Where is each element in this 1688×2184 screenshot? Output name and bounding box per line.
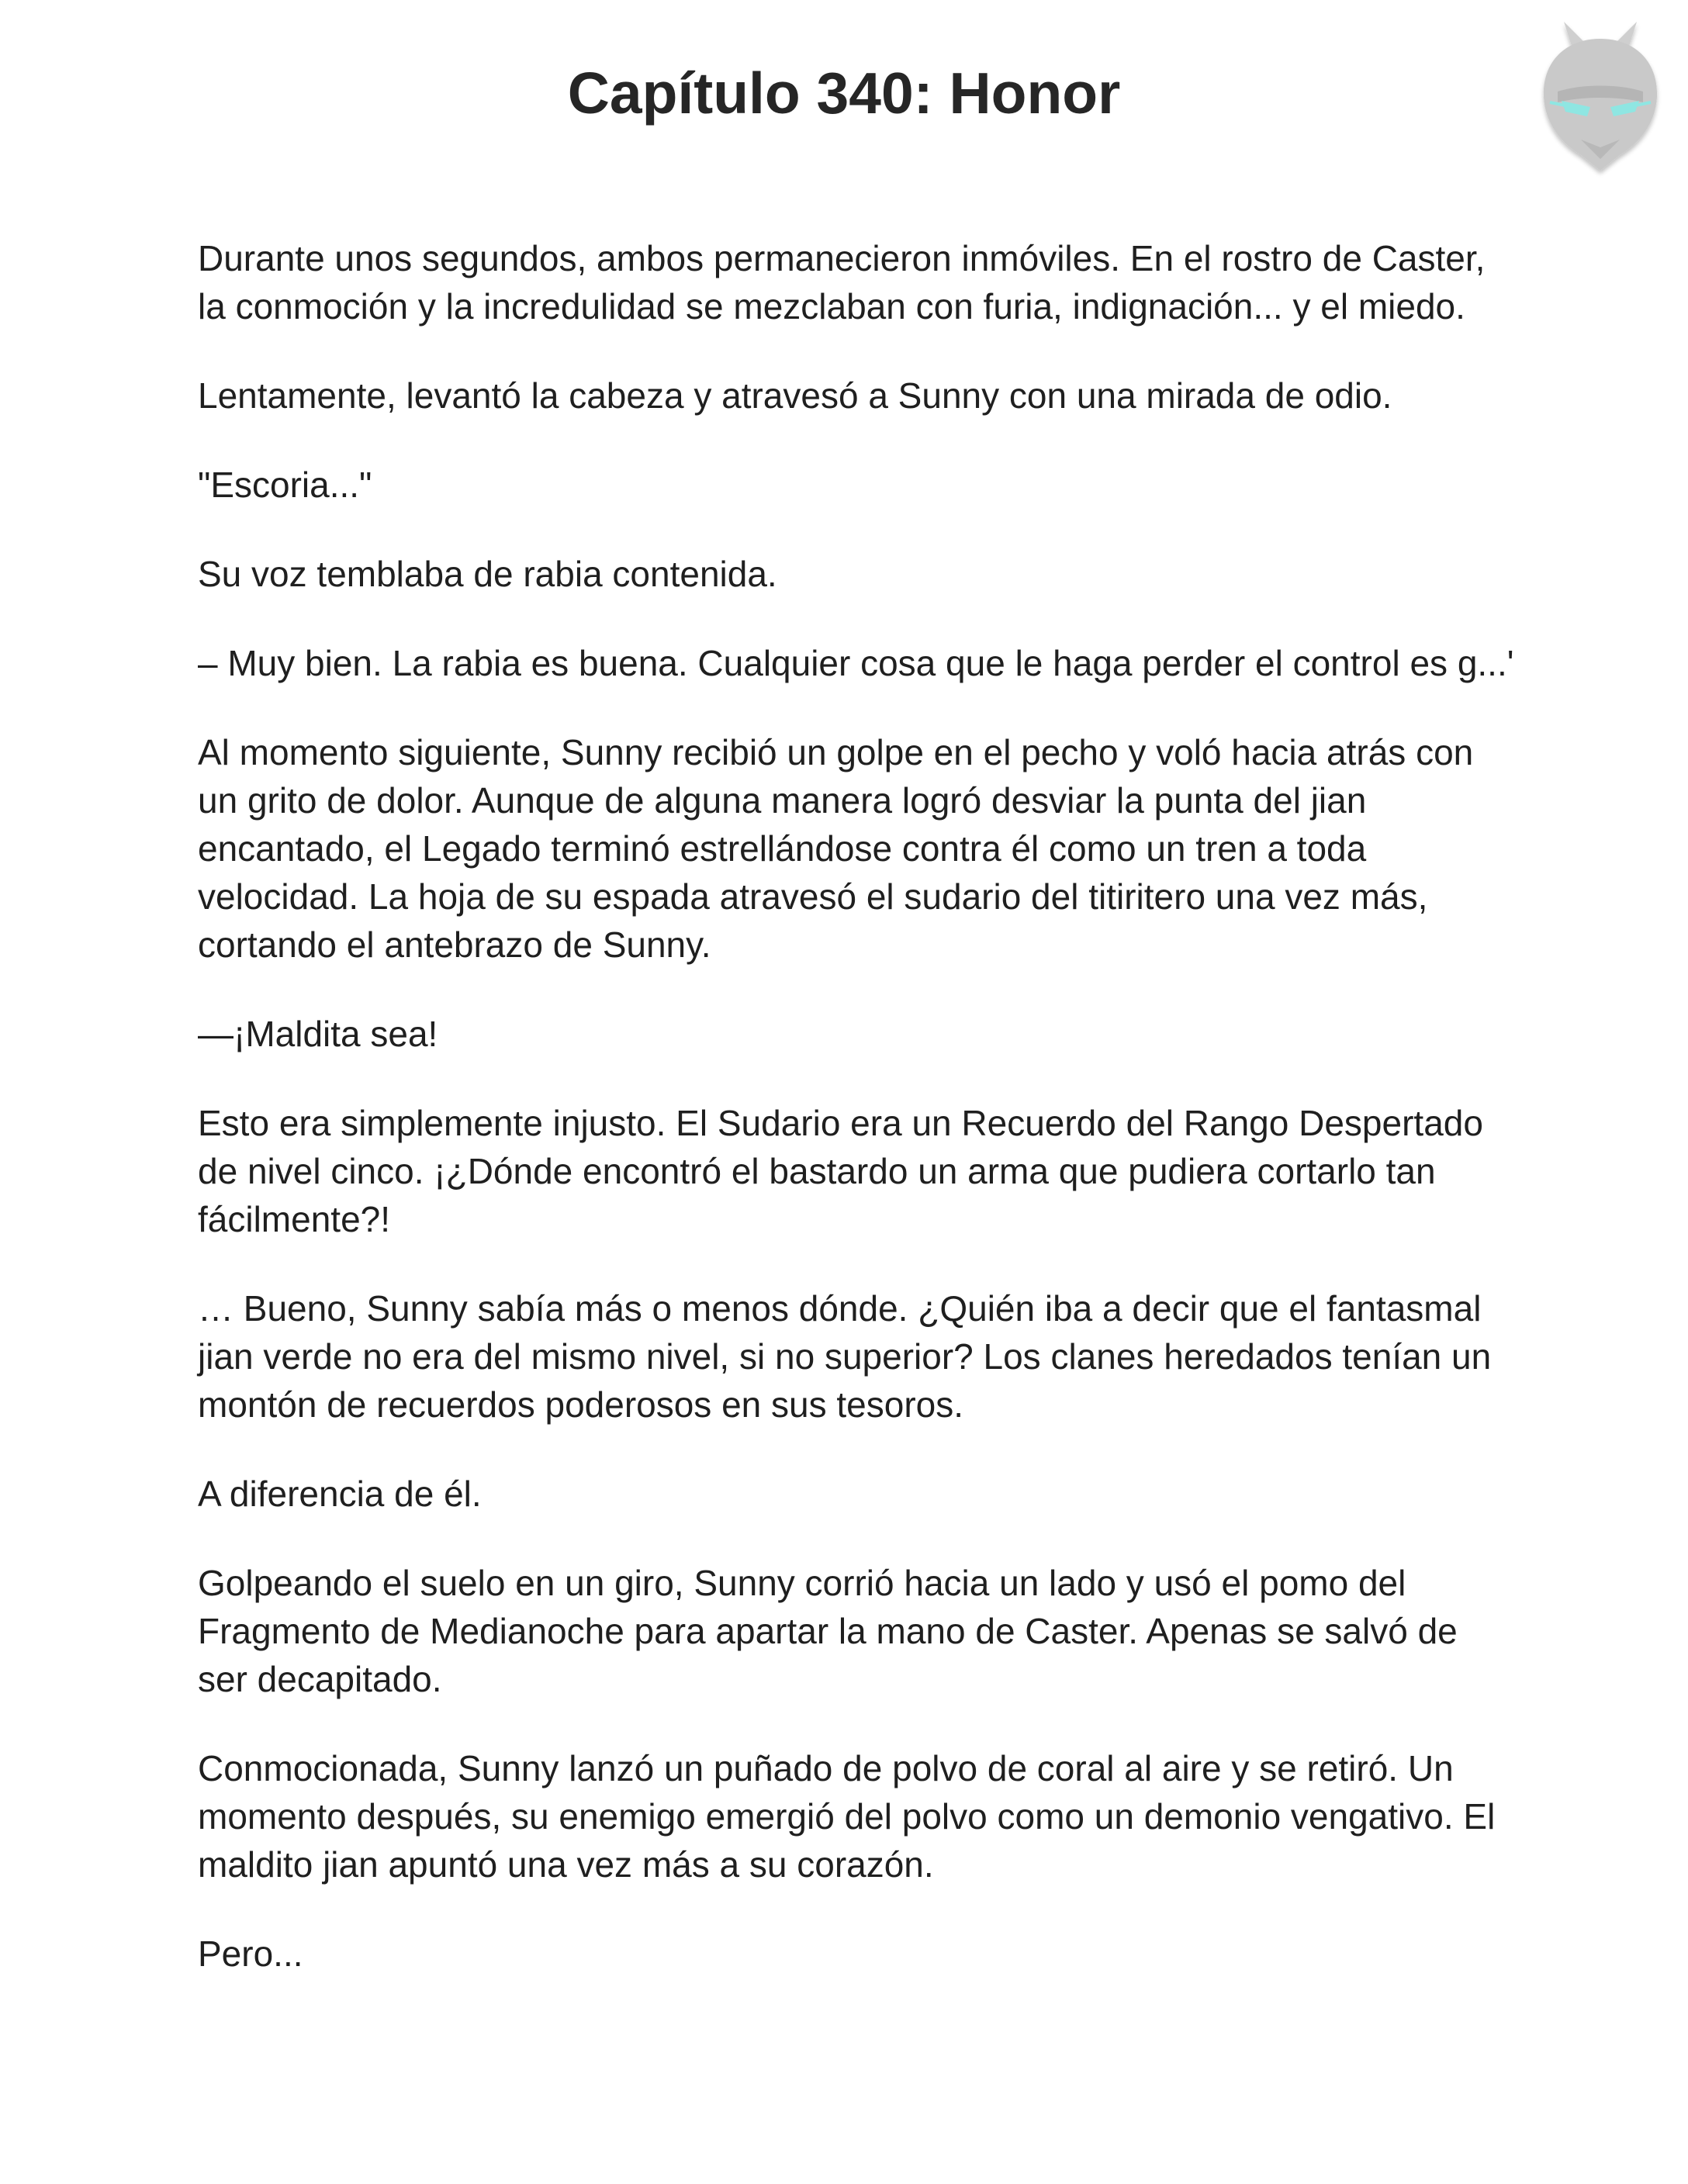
paragraph: "Escoria..." — [198, 465, 372, 505]
paragraph: —¡Maldita sea! — [198, 1014, 438, 1054]
chapter-title: Capítulo 340: Honor — [567, 60, 1121, 126]
paragraph: Golpeando el suelo en un giro, Sunny corrió hacia un lado y usó el pomo del Fragmento de Medianoche para apartar la mano de Caster. Apenas se salvó de ser decapitado. — [198, 1563, 1458, 1699]
paragraph: Pero... — [198, 1933, 303, 1974]
paragraph: Durante unos segundos, ambos permanecieron inmóviles. En el rostro de Caster, la conmoción y la incredulidad se mezclaban con furia, indignación... y el miedo. — [198, 238, 1486, 327]
paragraph: Esto era simplemente injusto. El Sudario era un Recuerdo del Rango Despertado de nivel cinco. ¡¿Dónde encontró el bastardo un arma que pudiera cortarlo tan fácilmente?! — [198, 1103, 1483, 1239]
chapter-body — [198, 234, 1517, 2019]
paragraph: A diferencia de él. — [198, 1474, 482, 1514]
paragraph: Su voz temblaba de rabia contenida. — [198, 554, 777, 594]
paragraph: … Bueno, Sunny sabía más o menos dónde. ¿Quién iba a decir que el fantasmal jian verde no era del mismo nivel, si no superior? Los clanes heredados tenían un montón de recuerdos poderosos en sus tesoros. — [198, 1288, 1492, 1425]
demon-head-logo-icon — [1527, 16, 1674, 182]
paragraph: Lentamente, levantó la cabeza y atravesó a Sunny con una mirada de odio. — [198, 375, 1392, 416]
paragraph: – Muy bien. La rabia es buena. Cualquier cosa que le haga perder el control es g...' — [198, 643, 1514, 683]
paragraph: Conmocionada, Sunny lanzó un puñado de polvo de coral al aire y se retiró. Un momento después, su enemigo emergió del polvo como un demonio vengativo. El maldito jian apuntó una vez más a su corazón. — [198, 1748, 1496, 1885]
paragraph: Al momento siguiente, Sunny recibió un golpe en el pecho y voló hacia atrás con un grito de dolor. Aunque de alguna manera logró desviar la punta del jian encantado, el Legado terminó estrellándose contra él como un tren a toda velocidad. La hoja de su espada atravesó el sudario del titiritero una vez más, cortando el antebrazo de Sunny. — [198, 732, 1474, 965]
